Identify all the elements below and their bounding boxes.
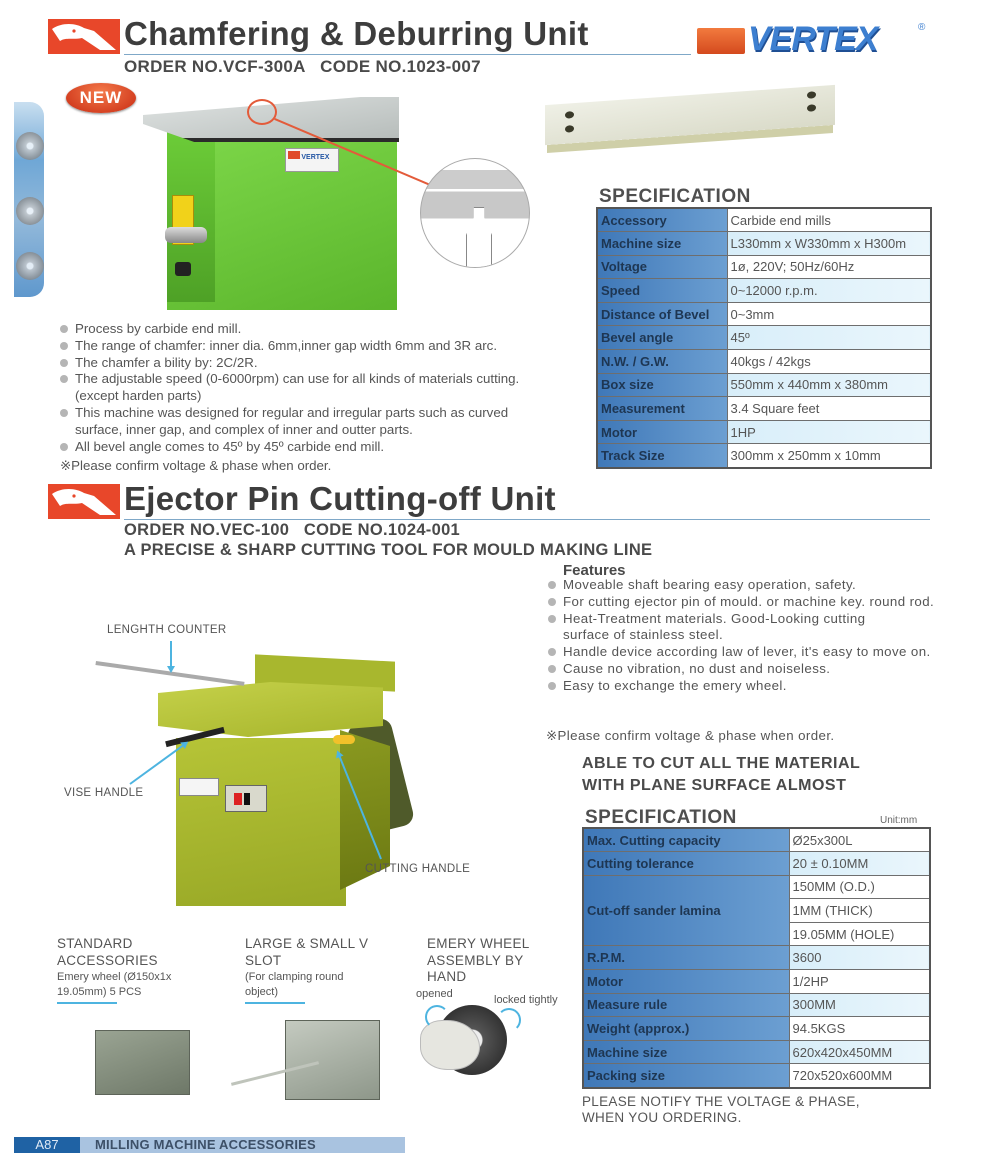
eagle-logo-icon: [48, 19, 120, 54]
vertex-brand: VERTEX: [748, 20, 878, 58]
spec-row: Weight (approx.) 94.5KGS: [583, 1017, 930, 1041]
hand-image: [420, 1020, 480, 1070]
list-item: The chamfer a bility by: 2C/2R.: [58, 355, 603, 372]
page-number: A87: [14, 1137, 80, 1153]
bullet-icon: [60, 409, 68, 417]
track-bar-image: [545, 85, 835, 145]
rotate-right-arrow-icon: [497, 1008, 521, 1032]
spec-row: 19.05MM (HOLE): [583, 922, 930, 946]
product2-tagline: A PRECISE & SHARP CUTTING TOOL FOR MOULD MAKING LINE: [124, 541, 653, 559]
accessory-standard-title: STANDARD ACCESSORIES: [57, 936, 158, 968]
notify-text: PLEASE NOTIFY THE VOLTAGE & PHASE, WHEN YOU ORDERING.: [582, 1094, 860, 1125]
list-item: Heat-Treatment materials. Good-Looking cutting surface of stainless steel.: [546, 611, 906, 645]
spec-row: Bevel angle 45º: [597, 326, 931, 350]
spec-row: Track Size 300mm x 250mm x 10mm: [597, 444, 931, 468]
bullet-icon: [60, 375, 68, 383]
bullet-icon: [60, 359, 68, 367]
detail-highlight-circle: [247, 99, 277, 125]
accessory-standard-sub: Emery wheel (Ø150x1x 19.05mm) 5 PCS: [57, 971, 172, 998]
rotate-left-arrow-icon: [425, 1005, 449, 1029]
accessory-vslot-title: LARGE & SMALL V SLOT: [245, 936, 369, 968]
bullet-icon: [548, 598, 556, 606]
eagle-logo-icon: [48, 484, 120, 519]
bullet-icon: [548, 665, 556, 673]
wheel-locked-label: locked tightly: [494, 994, 558, 1006]
nameplate: VERTEX: [285, 148, 339, 172]
wheel-opened-label: opened: [416, 988, 453, 1000]
bullet-icon: [548, 648, 556, 656]
end-mill-detail-image: [420, 158, 530, 268]
standard-accessories-image: [95, 1030, 190, 1095]
features-title: Features: [563, 562, 626, 579]
accessory-wheel-title: EMERY WHEEL ASSEMBLY BY HAND: [427, 936, 530, 984]
product2-note: ※Please confirm voltage & phase when order.: [546, 728, 835, 743]
bullet-icon: [60, 325, 68, 333]
list-item: Easy to exchange the emery wheel.: [546, 678, 936, 695]
callout-length-counter: LENGHTH COUNTER: [107, 624, 227, 636]
product1-title: Chamfering & Deburring Unit: [124, 15, 589, 52]
arrow-icon: [170, 641, 172, 671]
registered-mark: ®: [918, 22, 926, 33]
bullet-icon: [548, 581, 556, 589]
list-item: This machine was designed for regular and irregular parts such as curved surface, inner gap, and complex of inner and outter parts.: [58, 405, 558, 439]
bullet-icon: [548, 682, 556, 690]
product2-title-rule: [124, 519, 930, 520]
product2-spec-title: SPECIFICATION: [585, 807, 737, 828]
spec-row: Voltage 1ø, 220V; 50Hz/60Hz: [597, 255, 931, 279]
spec-row: Packing size 720x520x600MM: [583, 1064, 930, 1088]
product2-title: Ejector Pin Cutting-off Unit: [124, 480, 556, 517]
product1-feature-list: [58, 321, 603, 455]
product2-order-number: ORDER NO.VEC-100 CODE NO.1024-001: [124, 521, 461, 539]
spec-row: R.P.M. 3600: [583, 946, 930, 970]
list-item: The adjustable speed (0-6000rpm) can use for all kinds of materials cutting. (except harden parts): [58, 371, 558, 405]
list-item: For cutting ejector pin of mould. or machine key. round rod.: [546, 594, 936, 611]
section-title: MILLING MACHINE ACCESSORIES: [80, 1137, 405, 1153]
spec-row: Machine size L330mm x W330mm x H300m: [597, 232, 931, 256]
spec-row: Max. Cutting capacity Ø25x300L: [583, 828, 930, 852]
spec-row: Machine size 620x420x450MM: [583, 1040, 930, 1064]
bullet-icon: [60, 342, 68, 350]
spec-row: 1MM (THICK): [583, 899, 930, 923]
product1-spec-title: SPECIFICATION: [599, 186, 751, 207]
product1-order-number: ORDER NO.VCF-300A CODE NO.1023-007: [124, 57, 481, 76]
spec-unit-label: Unit:mm: [880, 815, 918, 826]
product2-headline: ABLE TO CUT ALL THE MATERIAL WITH PLANE SURFACE ALMOST: [582, 755, 861, 794]
product1-note: ※Please confirm voltage & phase when order.: [60, 458, 332, 473]
callout-vise-handle: VISE HANDLE: [64, 787, 144, 799]
new-badge: NEW: [66, 83, 136, 113]
list-item: All bevel angle comes to 45º by 45º carbide end mill.: [58, 439, 603, 456]
spec-row: N.W. / G.W. 40kgs / 42kgs: [597, 350, 931, 374]
list-item: Process by carbide end mill.: [58, 321, 603, 338]
spec-row: Distance of Bevel 0~3mm: [597, 302, 931, 326]
list-item: Cause no vibration, no dust and noiseless.: [546, 661, 936, 678]
spec-row: Motor 1/2HP: [583, 970, 930, 994]
spec-row: Speed 0~12000 r.p.m.: [597, 279, 931, 303]
accessory-vslot-sub: (For clamping round object): [245, 971, 344, 998]
callout-cutting-handle: CUTTING HANDLE: [365, 863, 471, 875]
side-thumbnail-strip: [14, 102, 44, 297]
v-slot-image: [285, 1020, 380, 1100]
bullet-icon: [60, 443, 68, 451]
spec-row: Measure rule 300MM: [583, 993, 930, 1017]
list-item: Handle device according law of lever, it's easy to move on.: [546, 644, 936, 661]
spec-row: Cut-off sander lamina 150MM (O.D.): [583, 875, 930, 899]
list-item: The range of chamfer: inner dia. 6mm,inner gap width 6mm and 3R arc.: [58, 338, 603, 355]
product2-feature-list: [546, 577, 936, 695]
list-item: Moveable shaft bearing easy operation, safety.: [546, 577, 936, 594]
bullet-icon: [548, 615, 556, 623]
spec-row: Motor 1HP: [597, 420, 931, 444]
spec-row: Box size 550mm x 440mm x 380mm: [597, 373, 931, 397]
spec-row: Cutting tolerance 20 ± 0.10MM: [583, 852, 930, 876]
product2-spec-table: [582, 827, 931, 1089]
spec-row: Accessory Carbide end mills: [597, 208, 931, 232]
spec-row: Measurement 3.4 Square feet: [597, 397, 931, 421]
vertex-logo-icon: [697, 28, 745, 54]
product1-spec-table: [596, 207, 932, 469]
product1-title-rule: [124, 54, 691, 55]
power-switch-icon: [225, 785, 267, 812]
